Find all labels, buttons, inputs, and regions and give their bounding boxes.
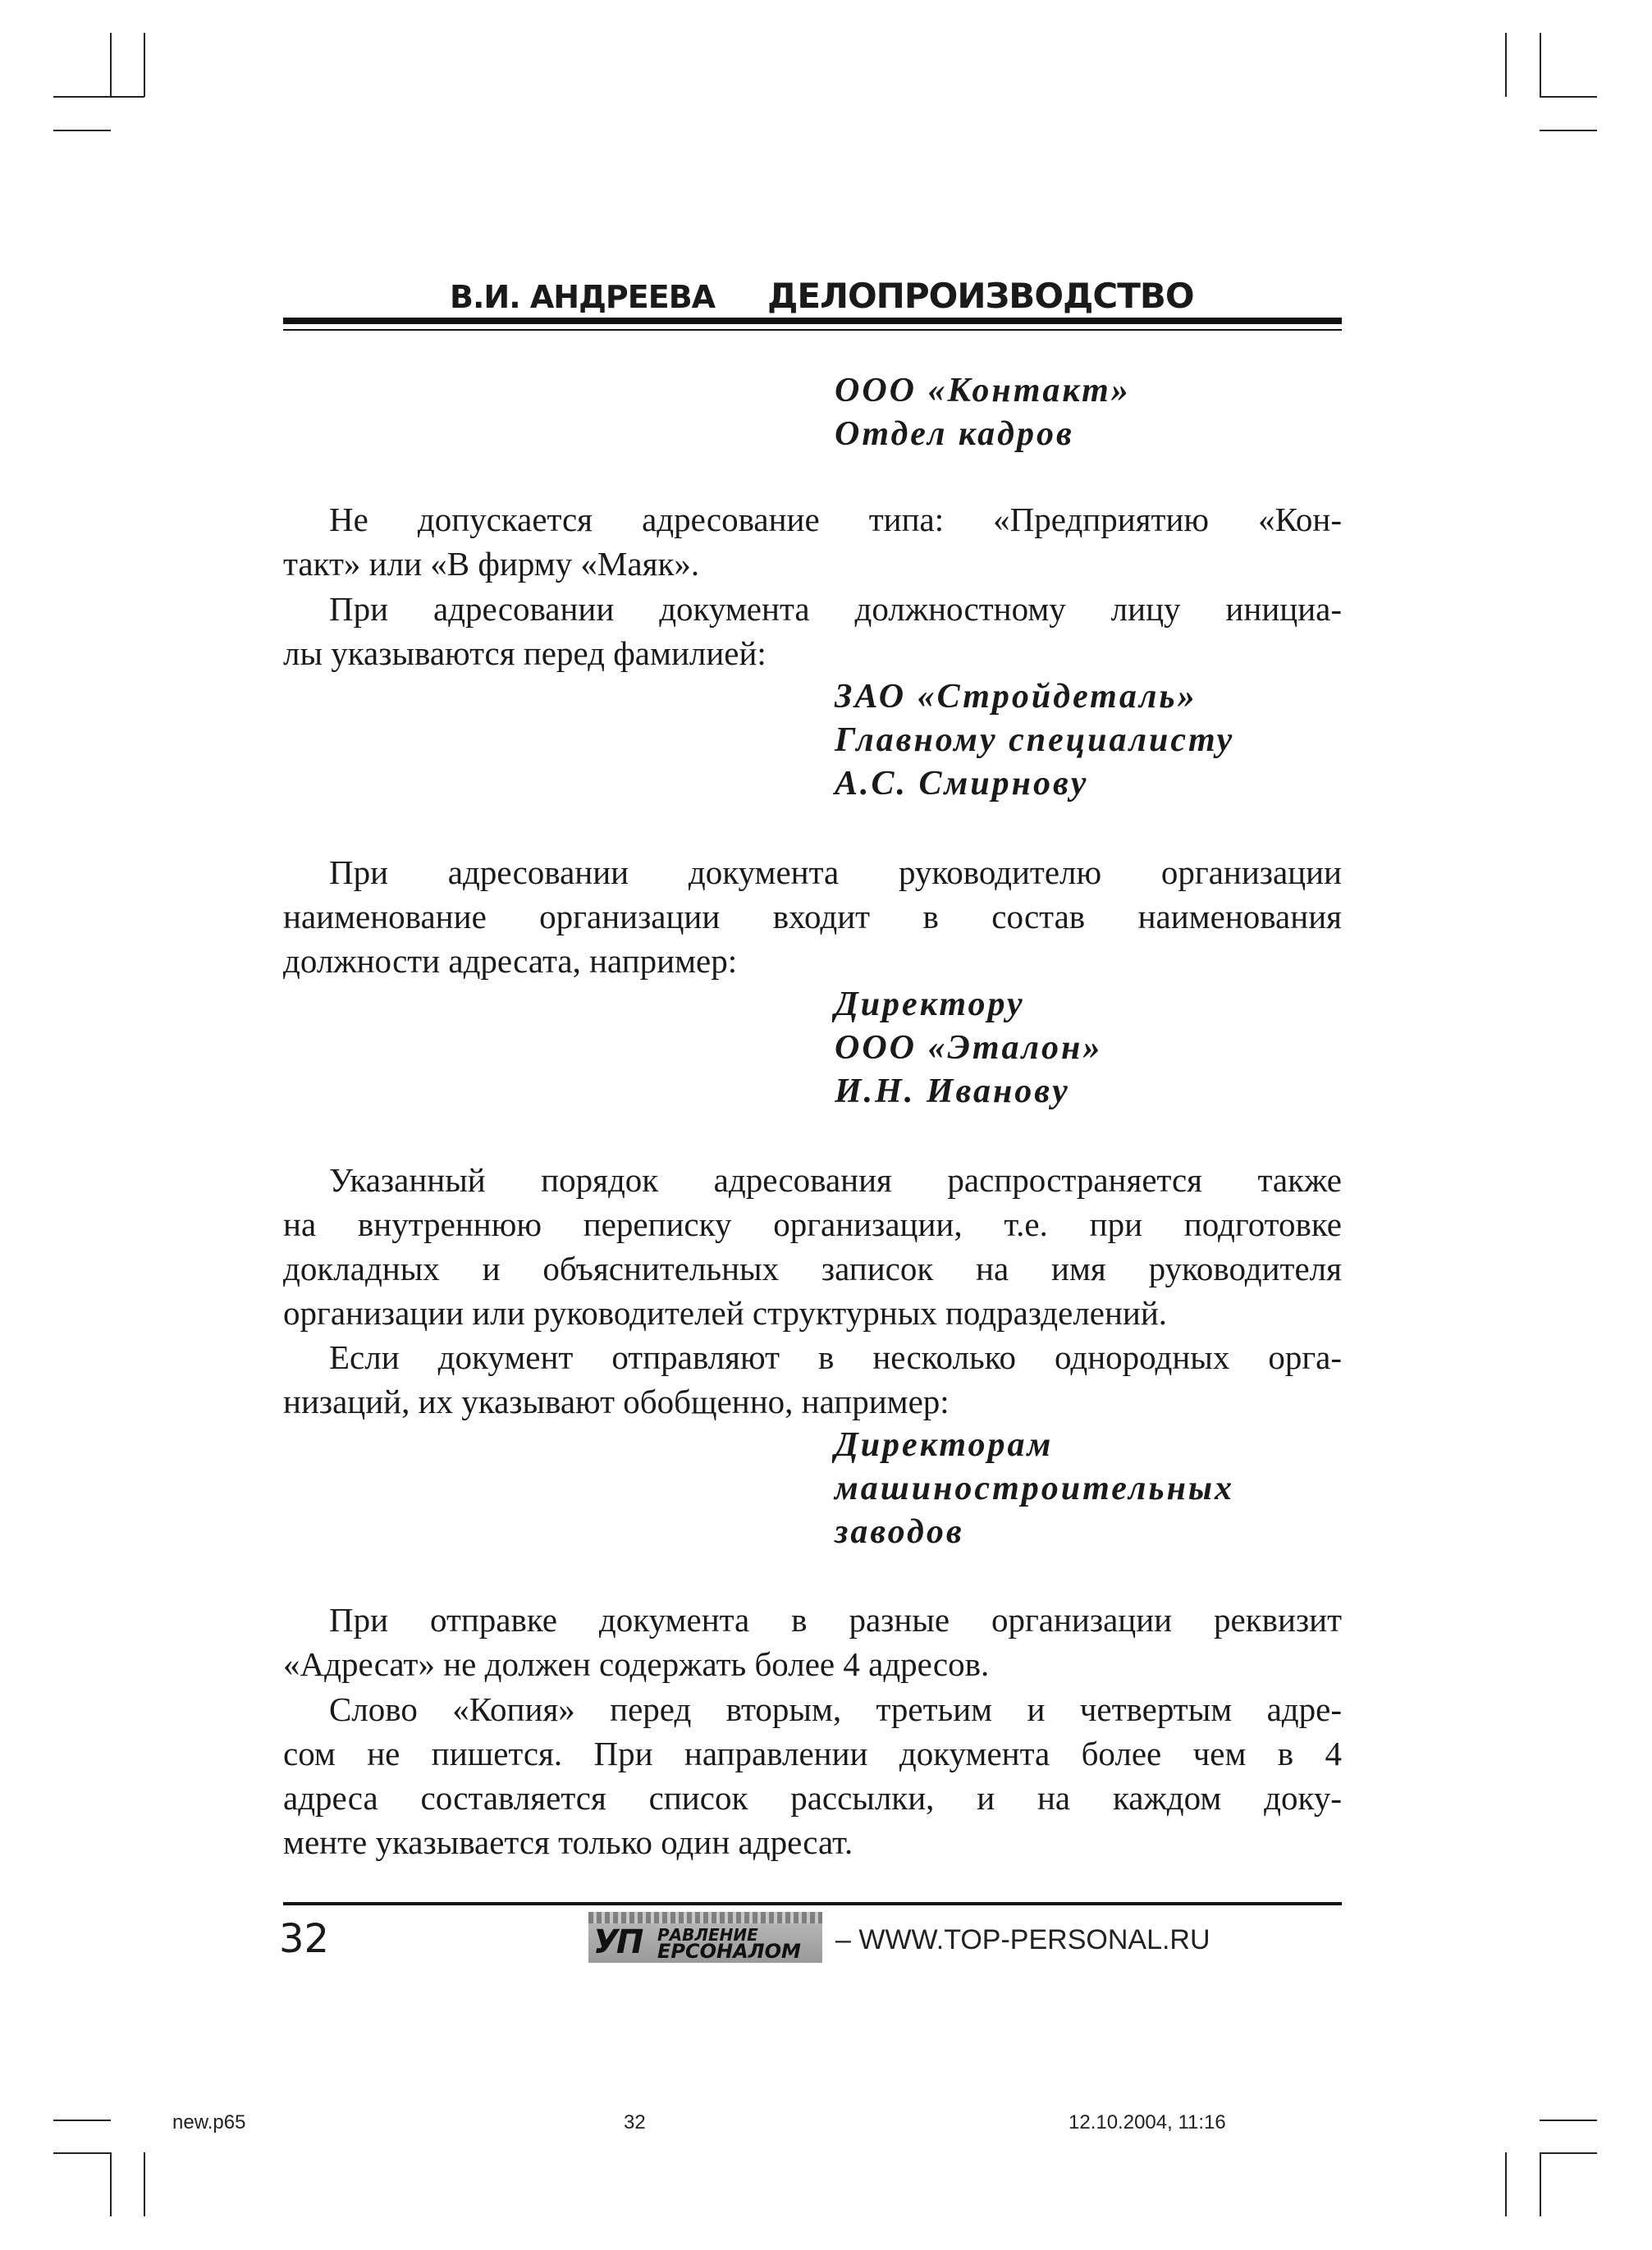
crop-mark: [53, 96, 144, 98]
crop-mark: [1540, 2120, 1597, 2121]
crop-mark: [53, 130, 111, 131]
crop-mark: [1540, 2152, 1597, 2154]
text-line: адреса составляется список рассылки, и на каждом доку-: [283, 1779, 1342, 1817]
header-title: ДЕЛОПРОИЗВОДСТВО: [767, 276, 1194, 316]
logo-word-1: РАВЛЕНИЕ: [657, 1925, 758, 1945]
text-line: При адресовании документа руководителю организации: [329, 853, 1342, 891]
crop-mark: [1540, 33, 1541, 97]
text-line: «Адресат» не должен содержать более 4 адресов.: [283, 1645, 990, 1683]
address-block-4: [835, 1424, 1234, 1554]
paragraph-4: [283, 1158, 1342, 1335]
paragraph-1: [283, 497, 1342, 586]
crop-mark: [1540, 2152, 1541, 2216]
crop-mark: [110, 2152, 112, 2216]
text-line: При отправке документа в разные организации реквизит: [329, 1601, 1342, 1639]
address-line: ЗАО «Стройдеталь»: [835, 678, 1197, 716]
address-line: Главному специалисту: [835, 721, 1235, 759]
address-block-3: [835, 983, 1102, 1114]
text-line: на внутреннюю переписку организации, т.е. при подготовке: [283, 1205, 1342, 1243]
address-line: ООО «Контакт»: [835, 372, 1131, 409]
slug-filename: new.p65: [172, 2111, 246, 2133]
text-line: Если документ отправляют в несколько однородных орга-: [329, 1338, 1342, 1376]
website-url[interactable]: – WWW.TOP-PERSONAL.RU: [835, 1924, 1210, 1955]
logo-word-2: ЕРСОНАЛОМ: [657, 1940, 801, 1963]
slug-page: 32: [624, 2111, 646, 2133]
address-line: Отдел кадров: [835, 415, 1074, 453]
text-line: Указанный порядок адресования распространяется также: [329, 1161, 1342, 1199]
slug-timestamp: 12.10.2004, 11:16: [1069, 2111, 1226, 2133]
address-line: Директорам: [835, 1426, 1054, 1464]
logo-cover-strip: [588, 1912, 822, 1923]
text-line: организации или руководителей структурных подразделений.: [283, 1294, 1168, 1332]
crop-mark: [1505, 33, 1507, 97]
crop-mark: [1540, 130, 1597, 131]
crop-mark: [110, 33, 112, 97]
paragraph-7: [283, 1687, 1342, 1864]
text-line: наименование организации входит в состав наименования: [283, 898, 1342, 935]
address-block-2: [835, 675, 1234, 806]
page-number: 32: [279, 1916, 330, 1962]
address-line: машиностроительных: [835, 1470, 1235, 1507]
address-line: заводов: [835, 1513, 964, 1551]
paragraph-3: [283, 850, 1342, 983]
crop-mark: [53, 2152, 111, 2154]
text-line: При адресовании документа должностному лицу инициа-: [329, 590, 1342, 628]
address-line: И.Н. Иванову: [835, 1072, 1070, 1110]
logo-mark: УП: [593, 1923, 642, 1961]
text-line: сом не пишется. При направлении документа более чем в 4: [283, 1735, 1342, 1772]
address-line: ООО «Эталон»: [835, 1029, 1103, 1067]
crop-mark: [1540, 96, 1597, 98]
crop-mark: [1505, 2152, 1507, 2216]
crop-mark: [144, 33, 145, 97]
crop-mark: [144, 2152, 145, 2216]
address-block-1: [835, 369, 1131, 456]
text-line: должности адресата, например:: [283, 942, 738, 980]
text-line: низаций, их указывают обобщенно, например:: [283, 1383, 950, 1420]
header-rule: [283, 318, 1342, 324]
address-line: Директору: [835, 986, 1025, 1023]
paragraph-6: [283, 1598, 1342, 1686]
paragraph-2: [283, 587, 1342, 675]
text-line: Не допускается адресование типа: «Предприятию «Кон-: [329, 501, 1342, 538]
publisher-logo: [588, 1912, 822, 1963]
header-author: В.И. АНДРЕЕВА: [450, 279, 716, 315]
text-line: менте указывается только один адресат.: [283, 1823, 853, 1861]
crop-mark: [53, 2120, 111, 2121]
paragraph-5: [283, 1335, 1342, 1424]
footer-rule: [283, 1902, 1342, 1905]
text-line: лы указываются перед фамилией:: [283, 634, 767, 672]
header-rule-thin: [283, 329, 1342, 331]
text-line: такт» или «В фирму «Маяк».: [283, 545, 700, 583]
text-line: Слово «Копия» перед вторым, третьим и четвертым адре-: [329, 1690, 1342, 1728]
text-line: докладных и объяснительных записок на имя руководителя: [283, 1250, 1342, 1287]
address-line: А.С. Смирнову: [835, 765, 1089, 803]
